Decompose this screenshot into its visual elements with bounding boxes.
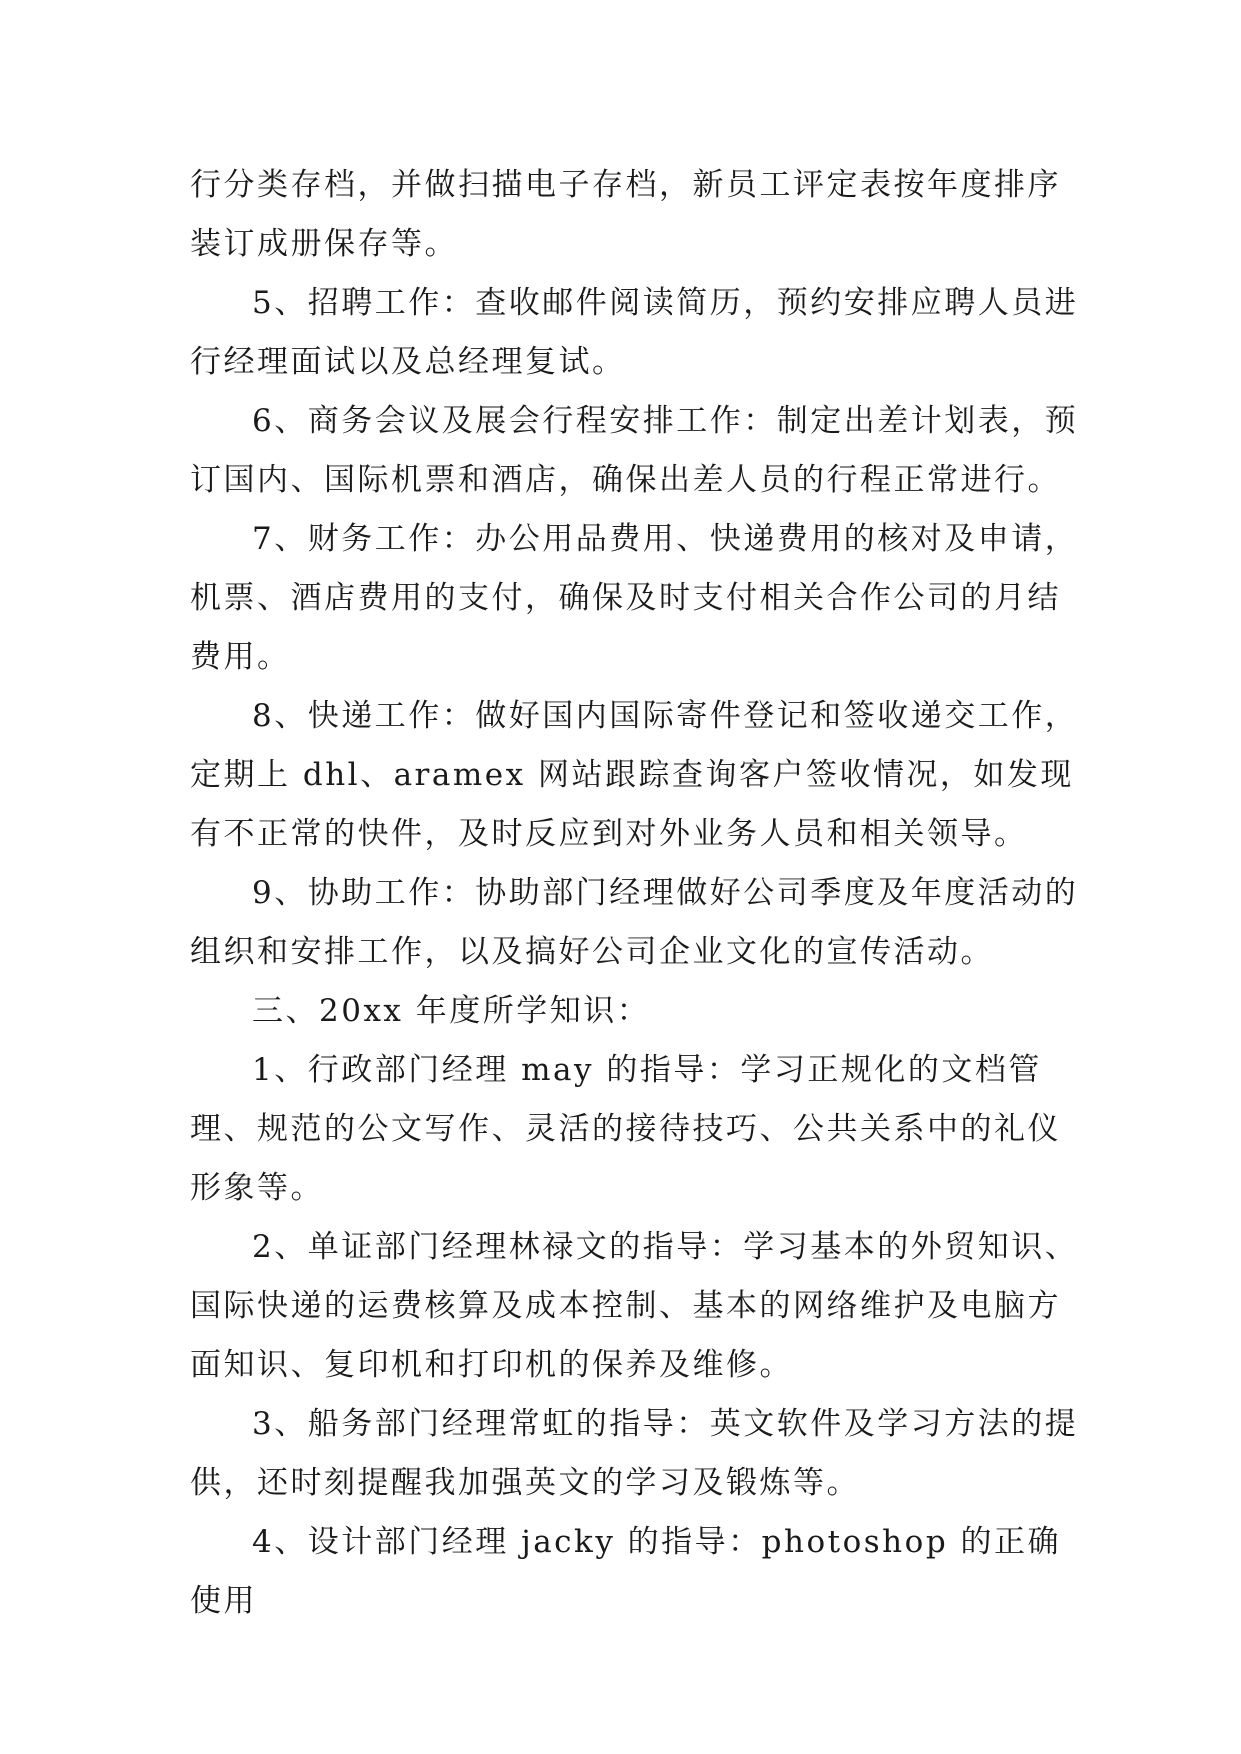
paragraph-business-travel: 6、商务会议及展会行程安排工作：制定出差计划表，预订国内、国际机票和酒店，确保出差人员的行程正常进行。 <box>190 403 1079 498</box>
section-heading-knowledge: 三、20xx 年度所学知识： <box>252 993 651 1029</box>
paragraph-shipping-guidance: 3、船务部门经理常虹的指导：英文软件及学习方法的提供，还时刻提醒我加强英文的学习及锻炼等。 <box>190 1406 1079 1501</box>
paragraph-documents-guidance: 2、单证部门经理林禄文的指导：学习基本的外贸知识、国际快递的运费核算及成本控制、基本的网络维护及电脑方面知识、复印机和打印机的保养及维修。 <box>190 1229 1079 1383</box>
paragraph-assistance: 9、协助工作：协助部门经理做好公司季度及年度活动的组织和安排工作，以及搞好公司企业文化的宣传活动。 <box>190 875 1079 970</box>
paragraph-archiving-continued: 行分类存档，并做扫描电子存档，新员工评定表按年度排序装订成册保存等。 <box>190 167 1061 262</box>
document-body <box>190 156 1080 1631</box>
paragraph-recruitment: 5、招聘工作：查收邮件阅读简历，预约安排应聘人员进行经理面试以及总经理复试。 <box>190 285 1079 380</box>
paragraph-admin-guidance: 1、行政部门经理 may 的指导：学习正规化的文档管理、规范的公文写作、灵活的接待技巧、公共关系中的礼仪形象等。 <box>190 1052 1061 1206</box>
paragraph-finance: 7、财务工作：办公用品费用、快递费用的核对及申请，机票、酒店费用的支付，确保及时支付相关合作公司的月结费用。 <box>190 521 1079 675</box>
paragraph-design-guidance: 4、设计部门经理 jacky 的指导：photoshop 的正确使用 <box>190 1524 1062 1619</box>
paragraph-express: 8、快递工作：做好国内国际寄件登记和签收递交工作，定期上 dhl、aramex 网站跟踪查询客户签收情况，如发现有不正常的快件，及时反应到对外业务人员和相关领导。 <box>190 698 1079 852</box>
